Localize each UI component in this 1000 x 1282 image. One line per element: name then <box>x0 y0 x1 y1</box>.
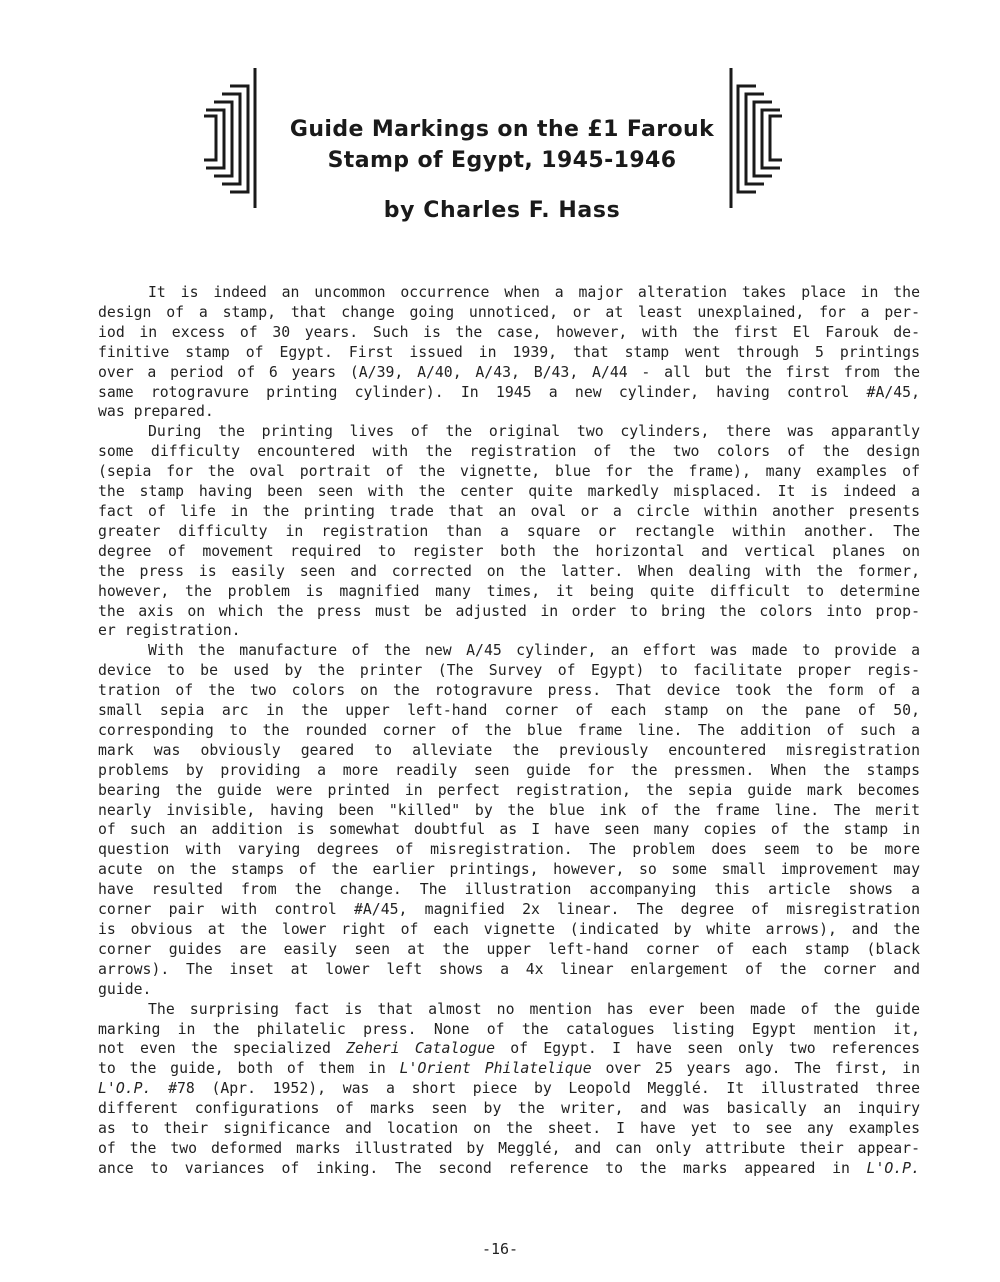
bracket-ornament-left-icon <box>196 68 258 208</box>
italic-title: L'O.P. <box>98 1080 152 1098</box>
text-line: ance to variances of inking. The second reference to the marks appeared in L'O.P. <box>98 1159 920 1177</box>
text-line: finitive stamp of Egypt. First issued in 1939, that stamp went through 5 printings <box>98 343 920 361</box>
text-line: It is indeed an uncommon occurrence when a major alteration takes place in the <box>148 284 920 301</box>
text-line: of the two deformed marks illustrated by Megglé, and can only attribute their appear- <box>98 1139 920 1157</box>
text-line: design of a stamp, that change going unnoticed, or at least unexplained, for a per- <box>98 303 920 321</box>
text-line: device to be used by the printer (The Survey of Egypt) to facilitate proper regis- <box>98 662 920 680</box>
text-line: some difficulty encountered with the registration of the two colors of the design <box>98 443 920 461</box>
article-byline: by Charles F. Hass <box>383 198 621 223</box>
text-line: the axis on which the press must be adjusted in order to bring the colors into prop- <box>98 602 920 620</box>
article-header <box>0 0 1000 250</box>
text-line: With the manufacture of the new A/45 cylinder, an effort was made to provide a <box>148 642 920 660</box>
text-line: the press is easily seen and corrected on the latter. When dealing with the former, <box>98 562 920 580</box>
article-title-line-1: Guide Markings on the £1 Farouk <box>289 117 715 142</box>
paragraph <box>98 283 920 422</box>
text-line: over a period of 6 years (A/39, A/40, A/43, B/43, A/44 - all but the first from the <box>98 363 920 381</box>
page-number: -16- <box>481 1240 519 1258</box>
italic-title: L'O.P. <box>866 1159 920 1177</box>
text-line: is obvious at the lower right of each vignette (indicated by white arrows), and the <box>98 921 920 938</box>
text-line: bearing the guide were printed in perfect registration, the sepia guide mark becomes <box>98 781 920 799</box>
paragraph <box>98 422 920 641</box>
text-line: fact of life in the printing trade that an oval or a circle within another presents <box>98 502 920 520</box>
text-line: During the printing lives of the original two cylinders, there was apparantly <box>148 423 920 441</box>
article-title <box>262 114 742 176</box>
text-line: acute on the stamps of the earlier printings, however, so some small improvement may <box>98 861 920 879</box>
text-line: corner guides are easily seen at the upper left-hand corner of each stamp (black <box>98 940 920 958</box>
text-line: question with varying degrees of misregistration. The problem does seem to be more <box>98 841 920 859</box>
article-body <box>98 283 920 1179</box>
text-line: greater difficulty in registration than a square or rectangle within another. The <box>98 522 920 540</box>
text-line: mark was obviously geared to alleviate the previously encountered misregistration <box>98 741 920 759</box>
text-line: different configurations of marks seen by the writer, and was basically an inquiry <box>98 1100 920 1118</box>
text-line: tration of the two colors on the rotogravure press. That device took the form of a <box>98 682 920 700</box>
text-line: nearly invisible, having been "killed" by the blue ink of the frame line. The merit <box>98 801 920 819</box>
text-line: er registration. <box>98 622 241 640</box>
text-line: the stamp having been seen with the center quite markedly misplaced. It is indeed a <box>98 483 920 501</box>
text-line: guide. <box>98 980 152 998</box>
text-line: problems by providing a more readily seen guide for the pressmen. When the stamps <box>98 761 920 779</box>
text-line: same rotogravure printing cylinder). In 1945 a new cylinder, having control #A/45, <box>98 383 920 401</box>
article-title-line-2: Stamp of Egypt, 1945-1946 <box>327 148 677 173</box>
paragraph <box>98 1000 920 1179</box>
text-line: corner pair with control #A/45, magnified 2x linear. The degree of misregistration <box>98 901 920 919</box>
text-line: L'O.P. #78 (Apr. 1952), was a short piece by Leopold Megglé. It illustrated three <box>98 1080 920 1098</box>
italic-title: L'Orient Philatelique <box>399 1060 592 1078</box>
bracket-ornament-right-icon <box>728 68 790 208</box>
text-line: to the guide, both of them in L'Orient Philatelique over 25 years ago. The first, in <box>98 1060 921 1078</box>
text-line: The surprising fact is that almost no mention has ever been made of the guide <box>148 1000 920 1018</box>
text-line: small sepia arc in the upper left-hand corner of each stamp on the pane of 50, <box>98 702 920 720</box>
text-line: degree of movement required to register both the horizontal and vertical planes on <box>98 542 920 560</box>
text-line: however, the problem is magnified many times, it being quite difficult to determine <box>98 582 920 600</box>
text-line: (sepia for the oval portrait of the vignette, blue for the frame), many examples of <box>98 463 920 481</box>
text-line: corresponding to the rounded corner of the blue frame line. The addition of such a <box>98 721 920 739</box>
text-line: as to their significance and location on the sheet. I have yet to see any examples <box>98 1120 920 1138</box>
text-line: arrows). The inset at lower left shows a 4x linear enlargement of the corner and <box>98 960 920 978</box>
text-line: was prepared. <box>98 403 214 421</box>
text-line: have resulted from the change. The illustration accompanying this article shows a <box>98 881 920 899</box>
italic-title: Zeheri Catalogue <box>346 1040 496 1058</box>
text-line: of such an addition is somewhat doubtful as I have seen many copies of the stamp in <box>98 821 920 839</box>
text-line: iod in excess of 30 years. Such is the case, however, with the first El Farouk de- <box>98 323 920 341</box>
text-line: not even the specialized Zeheri Catalogue of Egypt. I have seen only two references <box>98 1040 920 1058</box>
text-line: marking in the philatelic press. None of the catalogues listing Egypt mention it, <box>98 1020 920 1038</box>
paragraph <box>98 641 920 999</box>
